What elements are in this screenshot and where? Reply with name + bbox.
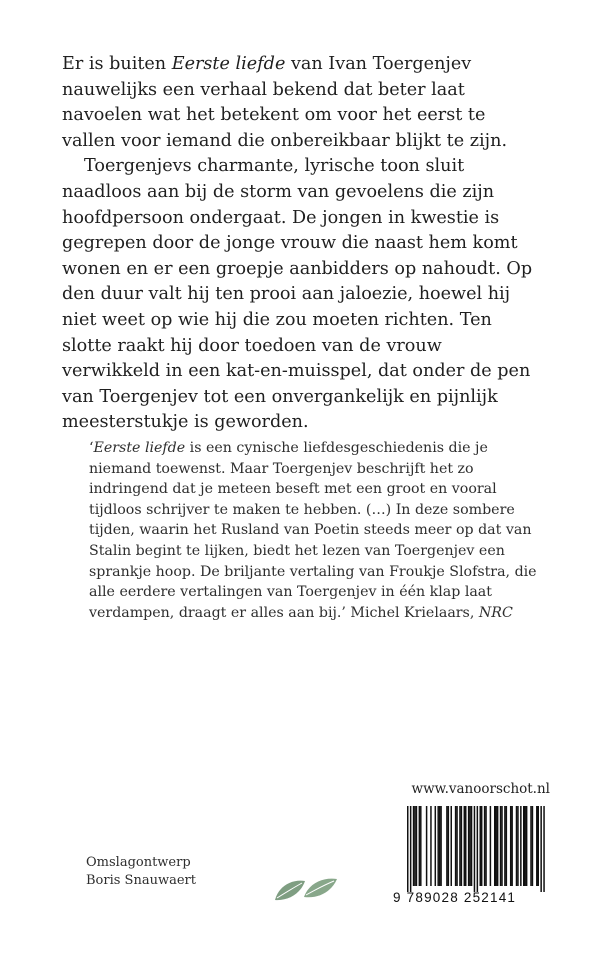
barcode-bar	[517, 806, 519, 886]
barcode-bar	[516, 806, 518, 886]
barcode-bar	[526, 806, 528, 886]
barcode-bar	[416, 806, 418, 886]
barcode-bar	[510, 806, 512, 886]
barcode-bar	[523, 806, 525, 886]
barcode-bar	[520, 806, 522, 886]
barcode-bar	[500, 806, 502, 886]
barcode-bar	[543, 806, 545, 892]
barcode-bar	[430, 806, 432, 886]
barcode-bar	[435, 806, 437, 886]
barcode-bar	[480, 806, 482, 886]
barcode-bar	[465, 806, 467, 886]
barcode-bar	[481, 806, 483, 886]
barcode-bar	[410, 806, 412, 892]
barcode-bar	[504, 806, 506, 886]
barcode-bar	[448, 806, 450, 886]
review-quote: ‘Eerste liefde is een cynische liefdesgeschiedenis die je niemand toewenst. Maar Toergenjev beschrijft het zo indringend dat je meteen beseft met een groot en vooral tijdloos schrijver te maken te hebben. (…) In deze sombere tijden, waarin het Rusland van Poetin steeds meer op dat van Stalin begint te lijken, biedt het lezen van Toergenjev een sprankje hoop. De briljante vertaling van Froukje Slofstra, die alle eerdere vertalingen van Toergenjev in één klap laat verdampen, draagt er alles aan bij.’ Michel Krielaars, NRC	[89, 440, 537, 621]
barcode-bar	[451, 806, 453, 886]
barcode-bar	[414, 806, 416, 886]
barcode-bar	[497, 806, 499, 886]
barcode-bar	[501, 806, 503, 886]
barcode-bar	[524, 806, 526, 886]
book-blurb	[62, 52, 542, 436]
barcode-bar	[495, 806, 497, 886]
barcode	[393, 804, 551, 908]
cover-design-credit	[86, 854, 196, 890]
barcode-bar	[536, 806, 538, 886]
barcode-bar	[461, 806, 463, 886]
barcode-bar	[446, 806, 448, 886]
barcode-bar	[437, 806, 439, 886]
blurb-paragraph-1: Er is buiten Eerste liefde van Ivan Toergenjev nauwelijks een verhaal bekend dat beter laat navoelen wat het betekent om voor het eerst te vallen voor iemand die onbereikbaar blijkt te zijn.	[62, 54, 508, 151]
credit-designer: Boris Snauwaert	[86, 873, 196, 888]
barcode-bar	[490, 806, 492, 886]
barcode-bar	[477, 806, 479, 892]
credit-label: Omslagontwerp	[86, 855, 191, 870]
barcode-bar	[469, 806, 471, 886]
barcode-bar	[484, 806, 486, 886]
barcode-bar	[459, 806, 461, 886]
barcode-bar	[538, 806, 540, 886]
barcode-bar	[530, 806, 532, 886]
barcode-bar	[532, 806, 534, 886]
quote-source: NRC	[478, 604, 513, 621]
barcode-bar	[464, 806, 466, 886]
barcode-bar	[468, 806, 470, 886]
barcode-bar	[506, 806, 508, 886]
barcode-bar	[419, 806, 421, 886]
barcode-bar	[420, 806, 422, 886]
barcode-bar	[474, 806, 476, 892]
barcode-bar	[456, 806, 458, 886]
barcode-bar	[540, 806, 542, 892]
barcode-bar	[407, 806, 409, 892]
barcode-bar	[494, 806, 496, 886]
blurb-paragraph-2: Toergenjevs charmante, lyrische toon sluit naadloos aan bij de storm van gevoelens die zijn hoofdpersoon ondergaat. De jongen in kwestie is gegrepen door de jonge vrouw die naast hem komt wonen en er een groepje aanbidders op nahoudt. Op den duur valt hij ten prooi aan jaloezie, hoewel hij niet weet op wie hij die zou moeten richten. Ten slotte raakt hij door toedoen van de vrouw verwikkeld in een kat-en-muisspel, dat onder de pen van Toergenjev tot een onvergankelijk en pijnlijk meesterstukje is geworden.	[62, 156, 533, 433]
barcode-bar	[439, 806, 441, 886]
barcode-bar	[440, 806, 442, 886]
barcode-bar	[426, 806, 428, 886]
barcode-bar	[455, 806, 457, 886]
book-title: Eerste liefde	[171, 54, 286, 74]
publisher-url[interactable]: www.vanoorschot.nl	[411, 781, 550, 797]
isbn-digits: 9 789028 252141	[393, 890, 517, 905]
barcode-bar	[413, 806, 415, 886]
barcode-bar	[511, 806, 513, 886]
two-leaves-logo-icon	[271, 871, 341, 905]
barcode-bar	[471, 806, 473, 886]
quote-book-title: Eerste liefde	[93, 440, 186, 456]
barcode-bar	[485, 806, 487, 886]
